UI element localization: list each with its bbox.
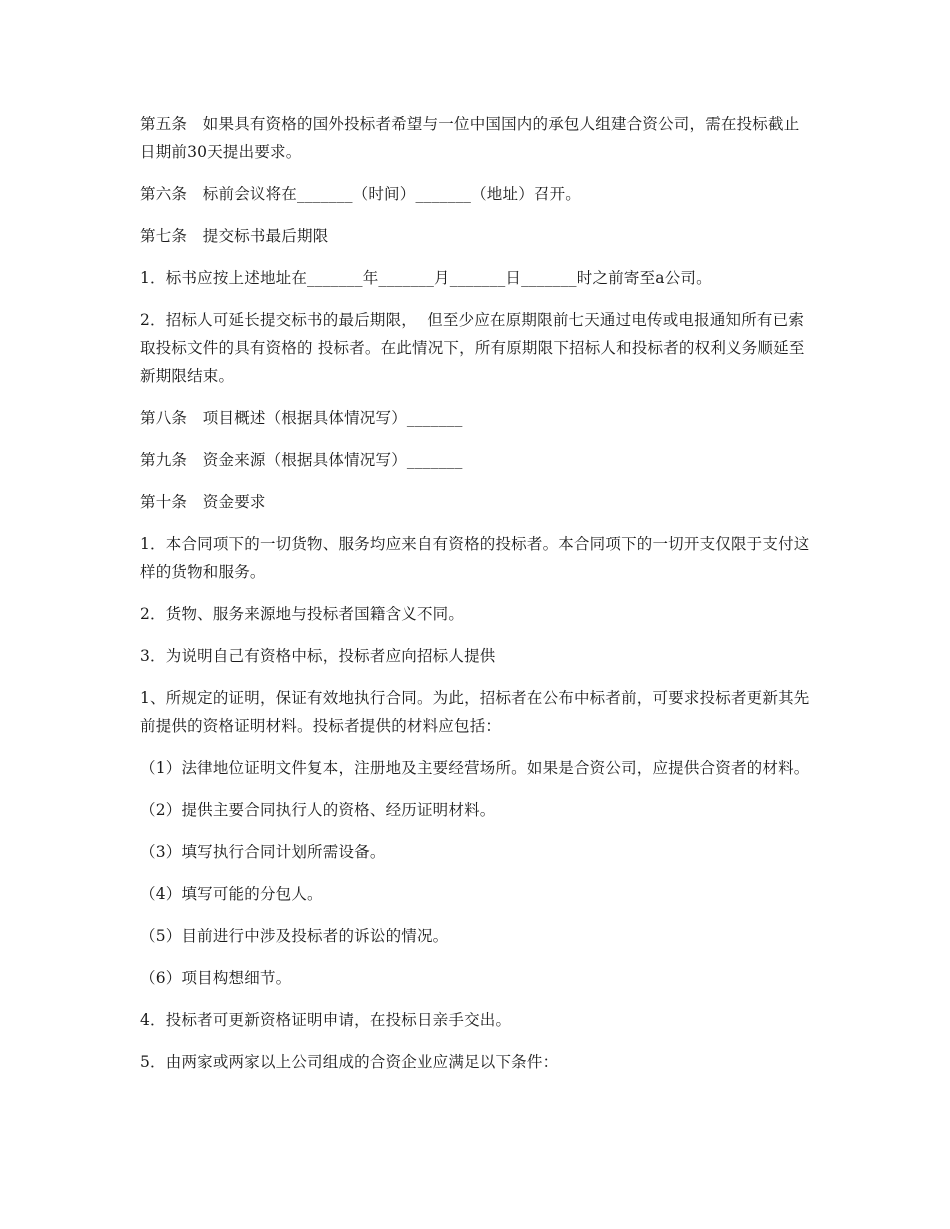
material-item-5: （5）目前进行中涉及投标者的诉讼的情况。 bbox=[140, 927, 449, 945]
material-item-1: （1）法律地位证明文件复本，注册地及主要经营场所。如果是合资公司，应提供合资者的材料。 bbox=[140, 759, 810, 777]
material-item-4: （4）填写可能的分包人。 bbox=[140, 885, 323, 903]
qualification-proof-paragraph: 1、所规定的证明，保证有效地执行合同。为此，招标者在公布中标者前，可要求投标者更新其先前提供的资格证明材料。投标者提供的材料应包括： bbox=[140, 689, 810, 735]
article-10-item-3: 3．为说明自己有资格中标，投标者应向招标人提供 bbox=[140, 647, 496, 665]
article-7-item-1: 1．标书应按上述地址在_______年_______月_______日_______时之前寄至a公司。 bbox=[140, 269, 712, 287]
article-10-item-4: 4．投标者可更新资格证明申请，在投标日亲手交出。 bbox=[140, 1011, 512, 1029]
material-item-3: （3）填写执行合同计划所需设备。 bbox=[140, 843, 386, 861]
article-7-item-2: 2．招标人可延长提交标书的最后期限， 但至少应在原期限前七天通过电传或电报通知所有已索取投标文件的具有资格的 投标者。在此情况下，所有原期限下招标人和投标者的权利义务顺延至新期限结束。 bbox=[140, 311, 805, 385]
article-8-paragraph: 第八条 项目概述（根据具体情况写）_______ bbox=[140, 409, 463, 427]
article-5-paragraph: 第五条 如果具有资格的国外投标者希望与一位中国国内的承包人组建合资公司，需在投标截止日期前30天提出要求。 bbox=[140, 115, 800, 161]
article-6-paragraph: 第六条 标前会议将在_______（时间）_______（地址）召开。 bbox=[140, 185, 582, 203]
article-9-paragraph: 第九条 资金来源（根据具体情况写）_______ bbox=[140, 451, 463, 469]
material-item-2: （2）提供主要合同执行人的资格、经历证明材料。 bbox=[140, 801, 496, 819]
article-7-heading: 第七条 提交标书最后期限 bbox=[140, 227, 329, 245]
material-item-6: （6）项目构想细节。 bbox=[140, 969, 292, 987]
article-10-item-5: 5．由两家或两家以上公司组成的合资企业应满足以下条件： bbox=[140, 1053, 559, 1071]
document-page bbox=[140, 110, 812, 1090]
article-10-heading: 第十条 资金要求 bbox=[140, 493, 266, 511]
article-10-item-2: 2．货物、服务来源地与投标者国籍含义不同。 bbox=[140, 605, 465, 623]
article-10-item-1: 1．本合同项下的一切货物、服务均应来自有资格的投标者。本合同项下的一切开支仅限于支付这样的货物和服务。 bbox=[140, 535, 810, 581]
